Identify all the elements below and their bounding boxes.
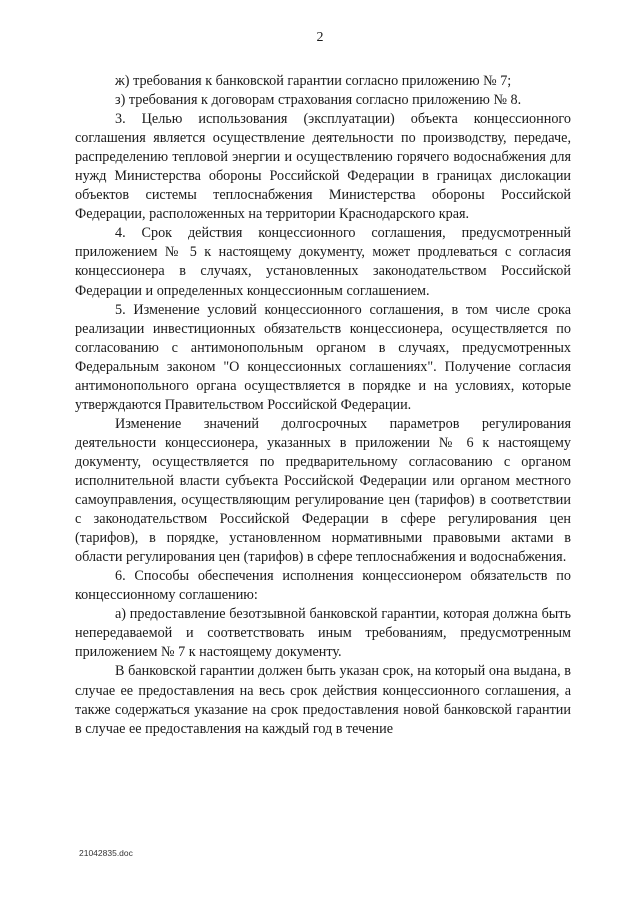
paragraph-3-purpose: 3. Целью использования (эксплуатации) объекта концессионного соглашения является осуществление деятельности по производству, передаче, распределению тепловой энергии и осуществлению горячего водоснабжения для нужд Министерства обороны Российской Федерации в границах дислокации объектов системы теплоснабжения Министерства обороны Российской Федерации, расположенных на территории Краснодарского края. <box>75 111 571 223</box>
paragraph-5-parameters: Изменение значений долгосрочных параметров регулирования деятельности концессионера, указанных в приложении № 6 к настоящему документу, осуществляется по предварительному согласованию с органом исполнительной власти субъекта Российской Федерации или органом местного самоуправления, осуществляющим регулирование цен (тарифов) в соответствии с законодательством Российской Федерации в сфере регулирования цен (тарифов), в порядке, установленном нормативными правовыми актами в области регулирования цен (тарифов) в сфере теплоснабжения и водоснабжения. <box>75 415 571 566</box>
document-body <box>75 72 571 739</box>
paragraph-5-changes: 5. Изменение условий концессионного соглашения, в том числе срока реализации инвестиционных обязательств концессионера, осуществляется по согласованию с антимонопольным органом в случаях, предусмотренных Федеральным законом "О концессионных соглашениях". Получение согласия антимонопольного органа осуществляется в порядке и на условиях, которые утверждаются Правительством Российской Федерации. <box>75 301 571 413</box>
footer-filename: 21042835.doc <box>79 848 133 858</box>
paragraph-6-security: 6. Способы обеспечения исполнения концессионером обязательств по концессионному соглашению: <box>75 568 571 604</box>
paragraph-item-zh: ж) требования к банковской гарантии согласно приложению № 7; <box>115 73 512 89</box>
page-number: 2 <box>316 30 324 45</box>
paragraph-6a-guarantee: а) предоставление безотзывной банковской гарантии, которая должна быть непередаваемой и соответствовать иным требованиям, предусмотренным приложением № 7 к настоящему документу. <box>75 606 571 661</box>
paragraph-item-z: з) требования к договорам страхования согласно приложению № 8. <box>115 92 522 109</box>
paragraph-4-term: 4. Срок действия концессионного соглашения, предусмотренный приложением № 5 к настоящему документу, может продлеваться с согласия концессионера в случаях, установленных законодательством Российской Федерации и определенных концессионным соглашением. <box>75 225 571 299</box>
paragraph-guarantee-term: В банковской гарантии должен быть указан срок, на который она выдана, в случае ее предоставления на весь срок действия концессионного соглашения, а также содержаться указание на срок предоставления новой банковской гарантии в случае ее предоставления на каждый год в течение <box>75 663 571 737</box>
